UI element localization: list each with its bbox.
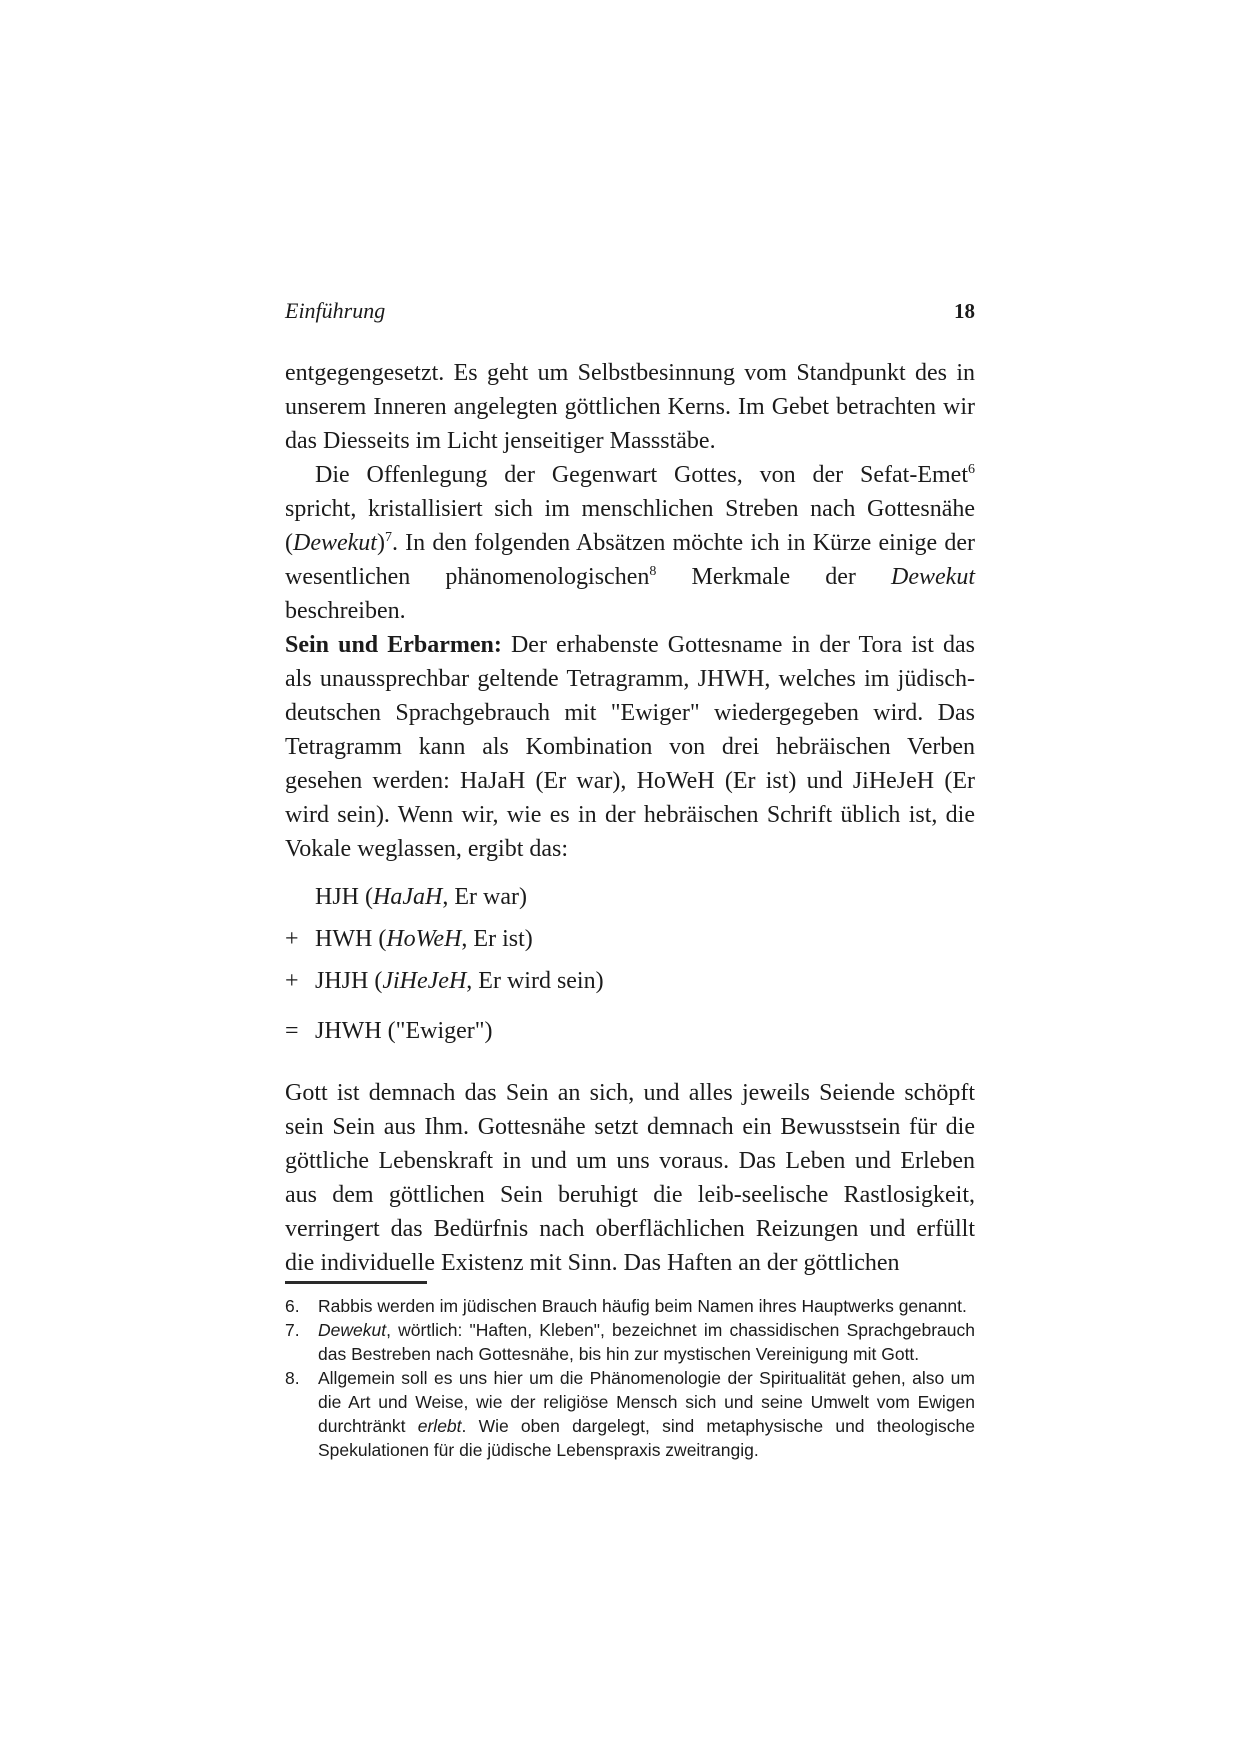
formula-term: HWH (	[315, 926, 387, 952]
footnote-text-italic: erlebt	[417, 1416, 462, 1436]
paragraph-1	[285, 356, 975, 458]
footnote-text: Rabbis werden im jüdischen Brauch häufig beim Namen ihres Hauptwerks genannt.	[318, 1296, 967, 1316]
footnote-7	[285, 1318, 975, 1366]
paragraph-2-text: beschreiben.	[285, 598, 406, 624]
paragraph-3	[285, 628, 975, 866]
footnote-text-italic: Dewekut	[318, 1320, 387, 1340]
footnote-number: 8.	[285, 1368, 300, 1388]
paragraph-2-text: )	[376, 530, 385, 556]
footnote-text: , wörtlich: "Haften, Kleben", bezeichnet im chassidischen Sprachgebrauch das Bestreben nach Gottesnähe, bis hin zur mystischen Vereinigung mit Gott.	[318, 1320, 975, 1364]
formula-term-italic: HaJaH	[373, 884, 443, 910]
formula-operator: +	[285, 926, 299, 952]
footnote-6	[285, 1294, 975, 1318]
paragraph-4	[285, 1076, 975, 1280]
formula-term: JHJH (	[315, 968, 383, 994]
paragraph-4-text: Gott ist demnach das Sein an sich, und alles jeweils Seiende schöpft sein Sein aus Ihm. Gottesnähe setzt demnach ein Bewusstsein für die göttliche Lebenskraft in und um uns voraus. Das Leben und Erleben aus dem göttlichen Sein beruhigt die leib-seelische Rastlosigkeit, verringert das Bedürfnis nach oberflächlichen Reizungen und erfüllt die individuelle Existenz mit Sinn. Das Haften an der göttlichen	[285, 1080, 975, 1276]
formula-row-result	[285, 1010, 975, 1052]
formula-term: , Er war)	[442, 884, 527, 910]
formula-row	[285, 960, 975, 1002]
footnote-ref-8: 8	[649, 564, 657, 579]
formula-term: JHWH ("Ewiger")	[315, 1018, 493, 1044]
footnote-ref-6: 6	[968, 462, 975, 477]
paragraph-2-text: . In den folgenden Absätzen möchte ich in Kürze einige der wesentlichen phänomenologischen	[285, 530, 975, 590]
formula-operator: =	[285, 1018, 299, 1044]
tetragram-formula	[285, 876, 975, 1052]
formula-term: HJH (	[315, 884, 373, 910]
footnote-8	[285, 1366, 975, 1462]
header-title: Einführung	[285, 298, 386, 323]
page-number: 18	[954, 299, 975, 323]
paragraph-2-text: Merkmale der	[656, 564, 892, 590]
paragraph-1-text: entgegengesetzt. Es geht um Selbstbesinnung vom Standpunkt des in unserem Inneren angelegten göttlichen Kerns. Im Gebet betrachten wir das Diesseits im Licht jenseitiger Massstäbe.	[285, 360, 975, 454]
term-dewekut: Dewekut	[293, 530, 377, 556]
formula-term: , Er wird sein)	[466, 968, 604, 994]
formula-row	[285, 918, 975, 960]
paragraph-3-lead: Sein und Erbarmen:	[285, 632, 502, 658]
footnote-number: 7.	[285, 1320, 300, 1340]
term-dewekut: Dewekut	[891, 564, 975, 590]
paragraph-3-text: Der erhabenste Gottesname in der Tora ist das als unaussprechbar geltende Tetragramm, JHWH, welches im jüdisch-deutschen Sprachgebrauch mit "Ewiger" wiedergegeben wird. Das Tetragramm kann als Kombination von drei hebräischen Verben gesehen werden: HaJaH (Er war), HoWeH (Er ist) und JiHeJeH (Er wird sein). Wenn wir, wie es in der hebräischen Schrift üblich ist, die Vokale weglassen, ergibt das:	[285, 632, 975, 862]
formula-term: , Er ist)	[461, 926, 533, 952]
footnote-text: Allgemein soll es uns hier um die Phänomenologie der Spiritualität gehen, also um die Art und Weise, wie der religiöse Mensch sich und seine Umwelt vom Ewigen durchtränkt	[318, 1368, 975, 1436]
footnote-text: . Wie oben dargelegt, sind metaphysische und theologische Spekulationen für die jüdische Lebenspraxis zweitrangig.	[318, 1416, 976, 1460]
paragraph-2-text: spricht, kristallisiert sich im menschlichen Streben nach Gottesnähe (	[285, 496, 975, 556]
formula-term-italic: HoWeH	[386, 926, 462, 952]
paragraph-2-text: Die Offenlegung der Gegenwart Gottes, von der Sefat-Emet	[315, 462, 968, 488]
footnote-ref-7: 7	[384, 530, 392, 545]
formula-row	[285, 876, 975, 918]
running-header	[285, 299, 975, 323]
footnote-separator	[285, 1281, 427, 1284]
footnotes-section	[285, 1281, 975, 1462]
footnote-number: 6.	[285, 1296, 300, 1316]
paragraph-2	[285, 458, 975, 628]
formula-operator: +	[285, 968, 299, 994]
formula-term-italic: JiHeJeH	[382, 968, 467, 994]
body-text-column	[285, 356, 975, 1280]
